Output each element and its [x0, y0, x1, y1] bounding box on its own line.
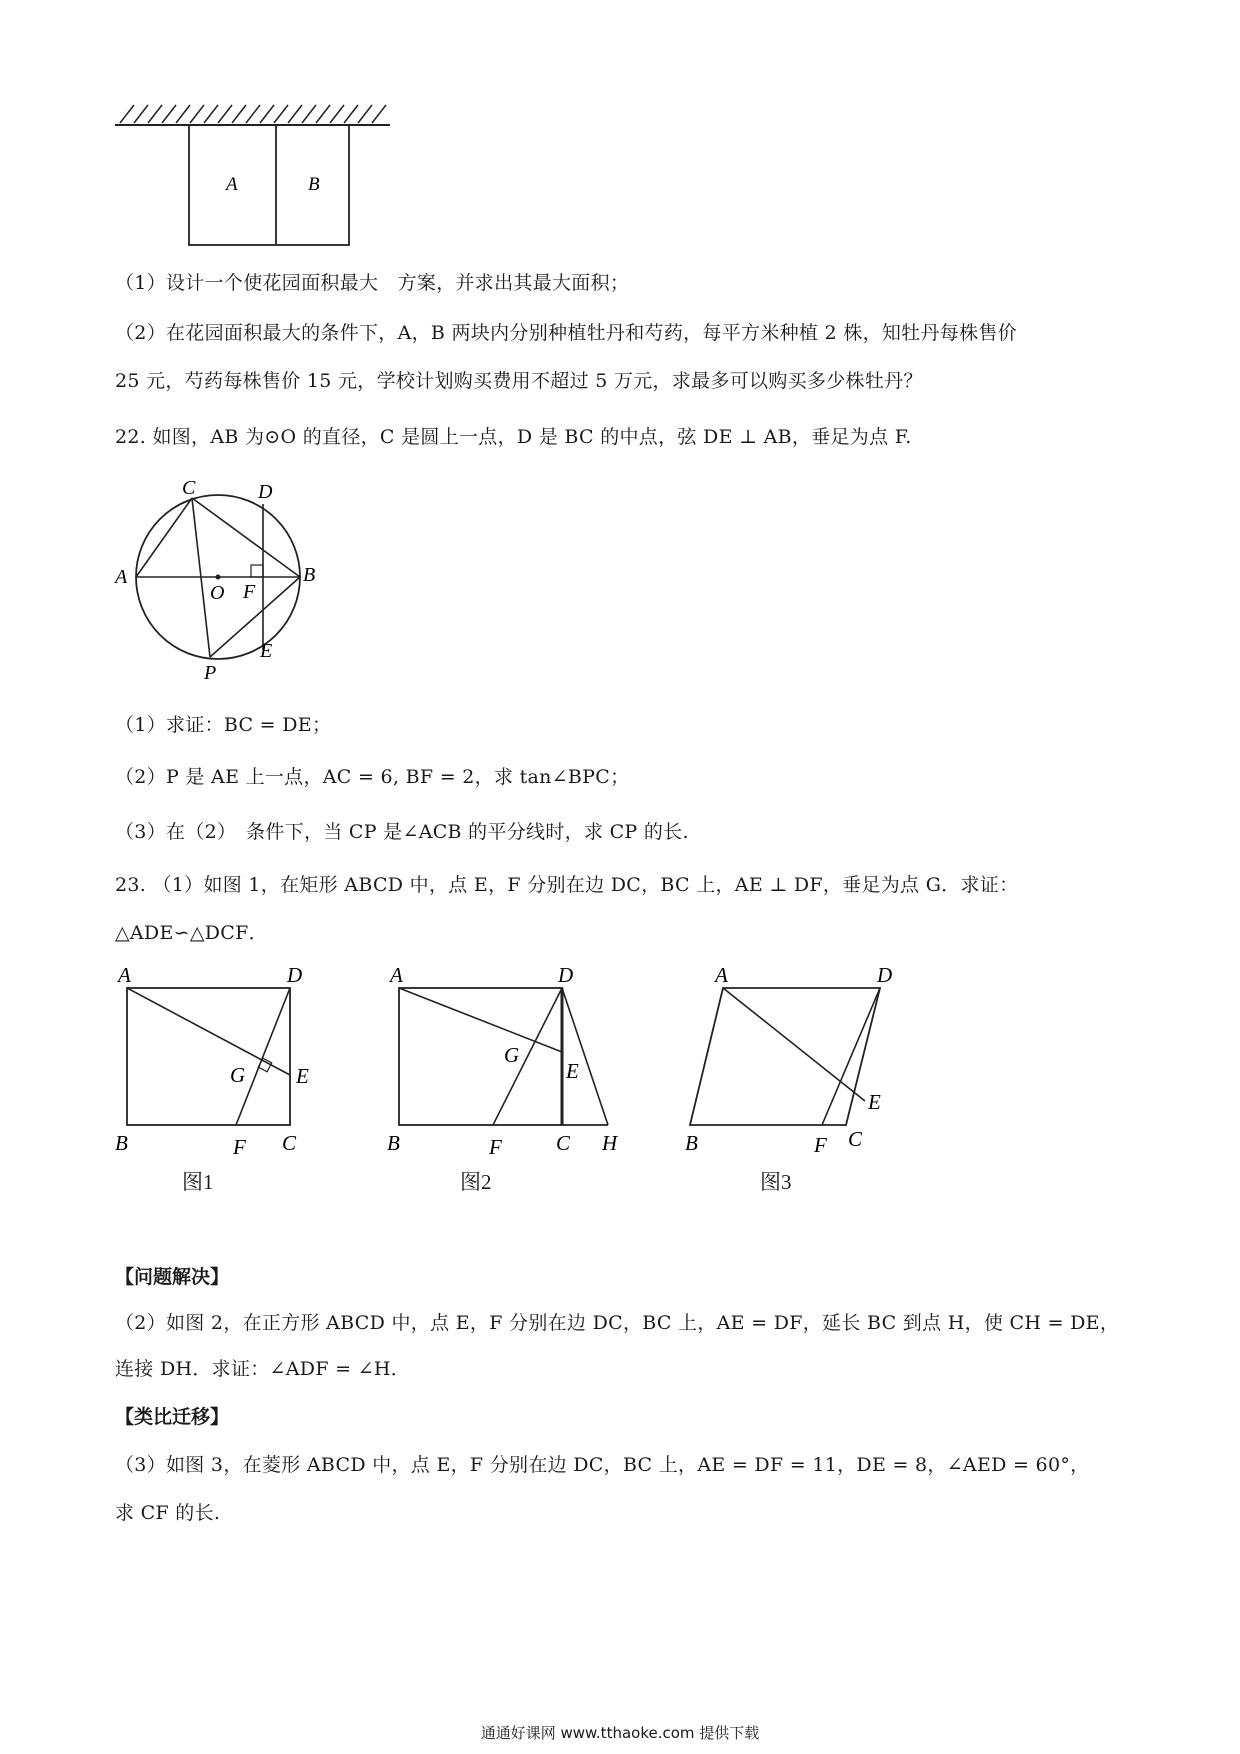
q21-part2-line2: 25 元，芍药每株售价 15 元，学校计划购买费用不超过 5 万元，求最多可以购买多少株牡丹？ — [115, 370, 923, 392]
q22-circle-figure — [110, 470, 330, 685]
q23-part3-line1: （3）如图 3，在菱形 ABCD 中，点 E，F 分别在边 DC，BC 上，AE = DF = 11，DE = 8，∠AED = 60°， — [115, 1454, 1090, 1476]
fig2-label-d: D — [558, 963, 574, 987]
q23-figure-1 — [110, 960, 340, 1160]
q23-figure-3 — [680, 960, 940, 1160]
fig3-label-b: B — [685, 1131, 698, 1155]
q23-part2-line1: （2）如图 2，在正方形 ABCD 中，点 E，F 分别在边 DC，BC 上，AE = DF，延长 BC 到点 H，使 CH = DE， — [115, 1312, 1120, 1334]
q21-part2-line1: （2）在花园面积最大的条件下，A，B 两块内分别种植牡丹和芍药，每平方米种植 2 株，知牡丹每株售价 — [115, 322, 1017, 344]
q22-label-e: E — [260, 640, 273, 662]
page-footer: 通通好课网 www.tthaoke.com 提供下载 — [480, 1724, 760, 1742]
fig1-label-d: D — [287, 963, 303, 987]
q23-stem-line2: △ADE∽△DCF． — [115, 922, 268, 944]
q22-label-f: F — [243, 581, 256, 603]
q23-part2-line2: 连接 DH．求证：∠ADF = ∠H． — [115, 1358, 411, 1380]
fig2-label-f: F — [489, 1135, 502, 1159]
fig1-label-f: F — [233, 1135, 246, 1159]
q22-label-c: C — [182, 477, 196, 499]
garden-figure — [110, 95, 400, 255]
fig3-label-e: E — [868, 1090, 881, 1114]
fig2-caption: 图2 — [460, 1170, 492, 1194]
fig3-label-c: C — [848, 1127, 863, 1151]
q22-part3: （3）在（2） 条件下，当 CP 是∠ACB 的平分线时，求 CP 的长. — [115, 821, 689, 843]
fig2-label-a: A — [390, 963, 403, 987]
fig2-label-g: G — [504, 1043, 520, 1067]
garden-label-a: A — [226, 174, 238, 195]
garden-label-b: B — [308, 174, 320, 195]
fig1-label-a: A — [118, 963, 131, 987]
fig2-label-c: C — [556, 1131, 571, 1155]
q23-figure-2 — [380, 960, 640, 1160]
q21-part1: （1）设计一个使花园面积最大 方案，并求出其最大面积； — [115, 272, 630, 294]
fig1-label-b: B — [115, 1131, 128, 1155]
fig3-caption: 图3 — [760, 1170, 792, 1194]
q23-part3-line2: 求 CF 的长. — [115, 1502, 221, 1524]
fig1-label-e: E — [296, 1064, 309, 1088]
fig2-label-h: H — [602, 1131, 618, 1155]
fig1-label-c: C — [282, 1131, 297, 1155]
q22-stem: 22. 如图，AB 为⊙O 的直径，C 是圆上一点，D 是 BC 的中点，弦 DE ⊥ AB，垂足为点 F. — [115, 426, 912, 448]
fig2-label-e: E — [566, 1059, 579, 1083]
section-analogy-transfer: 【类比迁移】 — [115, 1406, 230, 1428]
q22-label-d: D — [258, 481, 273, 503]
q23-stem-line1: 23. （1）如图 1，在矩形 ABCD 中，点 E，F 分别在边 DC，BC 上，AE ⊥ DF，垂足为点 G．求证： — [115, 874, 1019, 896]
fig3-label-a: A — [715, 963, 728, 987]
q22-part1: （1）求证：BC = DE； — [115, 714, 332, 736]
fig3-label-d: D — [877, 963, 893, 987]
fig3-label-f: F — [814, 1133, 827, 1157]
q22-label-p: P — [204, 662, 217, 684]
fig1-caption: 图1 — [182, 1170, 214, 1194]
section-problem-solving: 【问题解决】 — [115, 1266, 230, 1288]
q22-label-a: A — [115, 566, 128, 588]
q22-part2: （2）P 是 AE 上一点，AC = 6, BF = 2，求 tan∠BPC； — [115, 766, 630, 788]
fig2-label-b: B — [387, 1131, 400, 1155]
q22-label-o: O — [210, 582, 225, 604]
fig1-label-g: G — [230, 1063, 246, 1087]
q22-label-b: B — [303, 564, 316, 586]
